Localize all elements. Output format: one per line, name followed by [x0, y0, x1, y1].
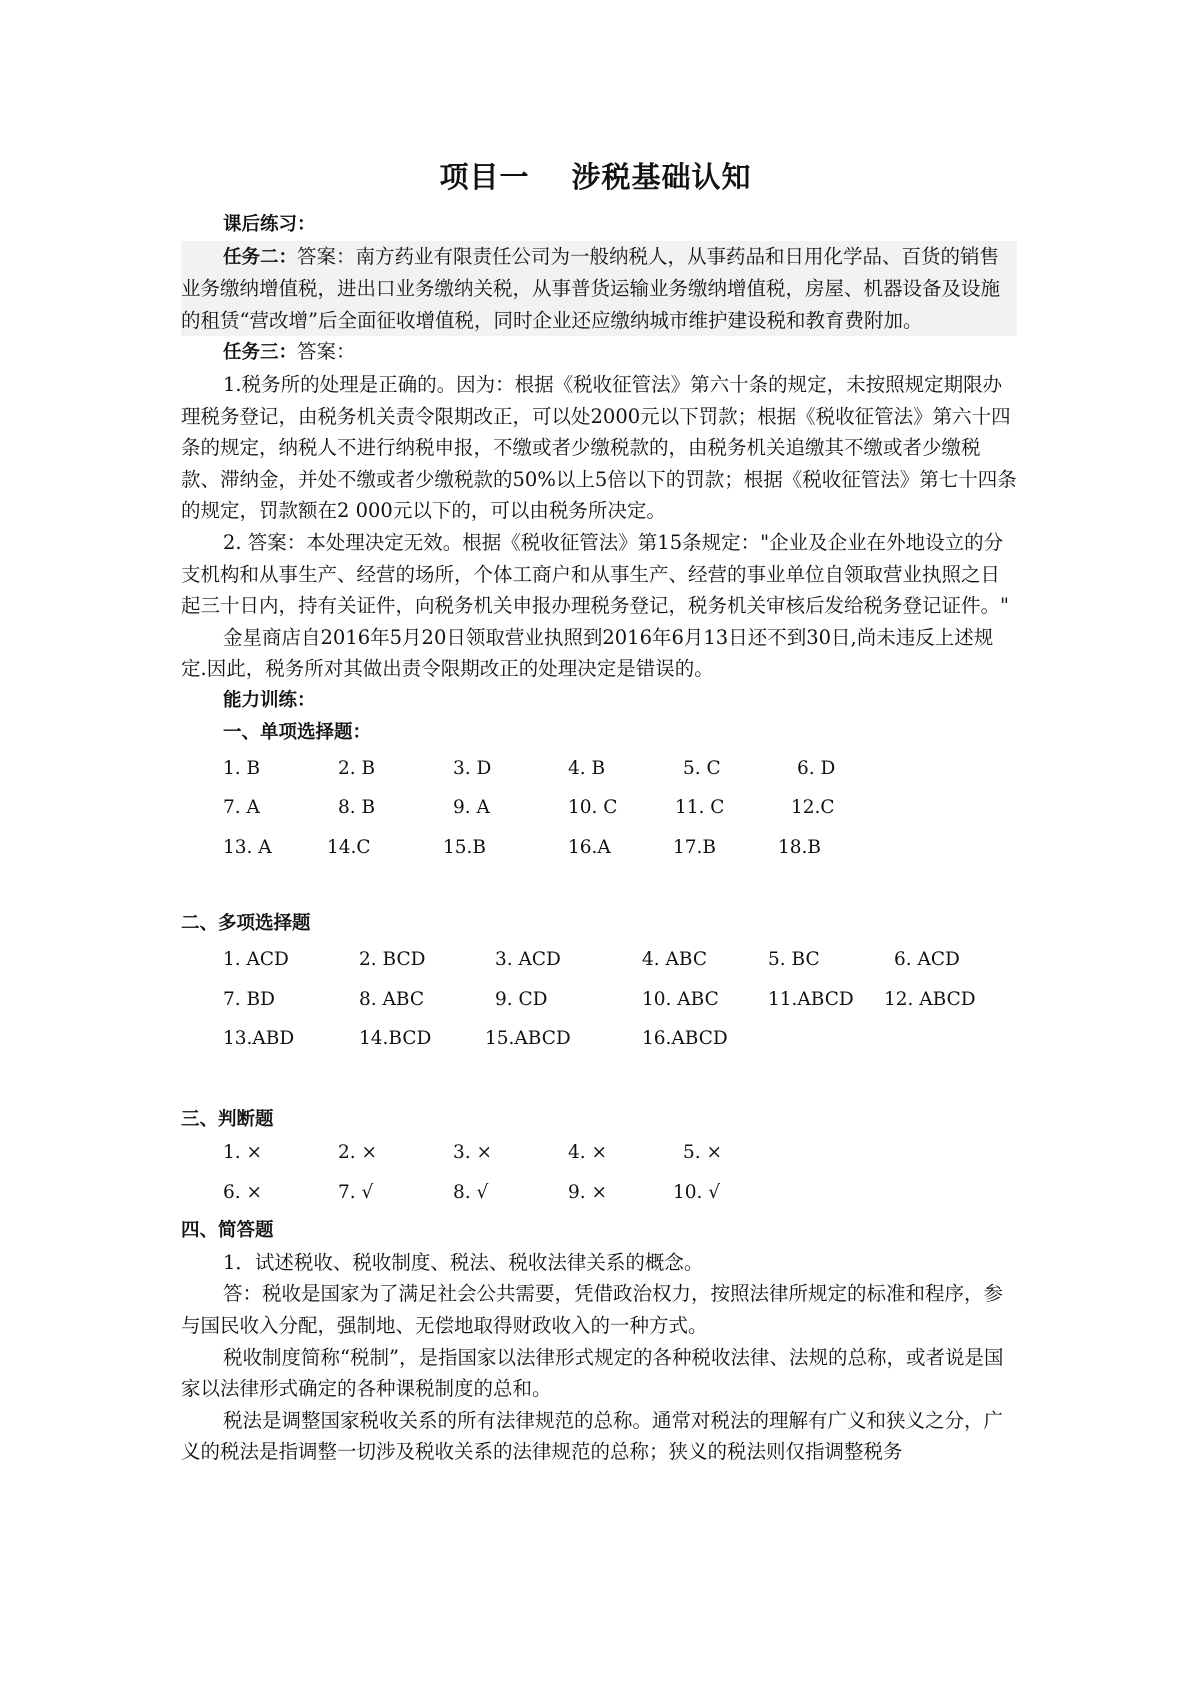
task3-answer-1: 1.税务所的处理是正确的。因为：根据《税收征管法》第六十条的规定，未按照规定期限办理税务登记，由税务机关责令限期改正，可以处2000元以下罚款；根据《税收征管法》第六十四条的规定，纳税人不进行纳税申报，不缴或者少缴税款的，由税务机关追缴其不缴或者少缴税款、滞纳金，并处不缴或者少缴税款的50%以上5倍以下的罚款；根据《税收征管法》第七十四条的规定，罚款额在2 000元以下的，可以由税务所决定。	[181, 372, 1017, 523]
task3-label: 任务三：	[223, 342, 298, 364]
answer-item: 3. ×	[453, 1142, 493, 1164]
answer-item: 4. B	[568, 758, 606, 780]
answer-item: 5. BC	[768, 948, 820, 970]
short-answer-3: 税法是调整国家税收关系的所有法律规范的总称。通常对税法的理解有广义和狭义之分，广义的税法是指调整一切涉及税收关系的法律规范的总称；狭义的税法则仅指调整税务	[181, 1408, 1004, 1464]
single-choice-heading: 一、单项选择题：	[223, 721, 372, 743]
judgment-heading: 三、判断题	[181, 1108, 274, 1130]
answer-item: 6. ×	[223, 1182, 263, 1204]
single-choice-answers	[181, 748, 1017, 872]
task2-paragraph	[181, 241, 1017, 337]
document-body	[181, 209, 1017, 1468]
answer-item: 2. BCD	[359, 948, 426, 970]
answer-item: 6. D	[797, 758, 836, 780]
answer-item: 8. √	[453, 1182, 489, 1204]
answer-item: 9. A	[453, 797, 490, 819]
answer-item: 10. ABC	[642, 988, 719, 1010]
answer-item: 9. CD	[495, 988, 548, 1010]
answer-item: 6. ACD	[894, 948, 960, 970]
answer-item: 16.A	[568, 837, 611, 859]
answer-item: 2. ×	[338, 1142, 378, 1164]
answer-item: 15.ABCD	[485, 1027, 571, 1049]
answer-item: 12. ABCD	[884, 988, 976, 1010]
answer-item: 4. ABC	[642, 948, 707, 970]
answer-item: 13.ABD	[223, 1027, 295, 1049]
answer-item: 7. A	[223, 797, 260, 819]
homework-heading: 课后练习：	[223, 214, 316, 235]
answer-item: 5. ×	[683, 1142, 723, 1164]
answer-item: 4. ×	[568, 1142, 608, 1164]
task3-answer-3: 金星商店自2016年5月20日领取营业执照到2016年6月13日还不到30日,尚未违反上述规定.因此，税务所对其做出责令限期改正的处理决定是错误的。	[181, 625, 994, 681]
answer-item: 15.B	[443, 837, 487, 859]
title-topic: 涉税基础认知	[571, 160, 752, 194]
answer-item: 16.ABCD	[642, 1027, 728, 1049]
multiple-choice-heading: 二、多项选择题	[181, 913, 311, 935]
answer-item: 2. B	[338, 758, 376, 780]
answer-item: 14.C	[327, 837, 371, 859]
answer-item: 9. ×	[568, 1182, 608, 1204]
answer-item: 14.BCD	[359, 1027, 432, 1049]
training-heading: 能力训练：	[223, 689, 316, 711]
answer-item: 18.B	[778, 837, 822, 859]
task3-answer-2: 2. 答案：本处理决定无效。根据《税收征管法》第15条规定："企业及企业在外地设立的分支机构和从事生产、经营的场所，个体工商户和从事生产、经营的事业单位自领取营业执照之日起三十日内，持有关证件，向税务机关申报办理税务登记，税务机关审核后发给税务登记证件。"	[181, 530, 1009, 618]
answer-item: 1. ×	[223, 1142, 263, 1164]
page-title	[0, 155, 1191, 196]
answer-item: 13. A	[223, 837, 272, 859]
task2-text: 答案：南方药业有限责任公司为一般纳税人，从事药品和日用化学品、百货的销售业务缴纳增值税，进出口业务缴纳关税，从事普货运输业务缴纳增值税，房屋、机器设备及设施的租赁“营改增”后全面征收增值税，同时企业还应缴纳城市维护建设税和教育费附加。	[181, 244, 1001, 332]
answer-item: 11. C	[675, 797, 725, 819]
answer-item: 10. C	[568, 797, 618, 819]
answer-item: 7. √	[338, 1182, 374, 1204]
answer-item: 5. C	[683, 758, 721, 780]
multiple-choice-answers	[181, 940, 1017, 1058]
task2-label: 任务二：	[223, 246, 298, 268]
judgment-answers	[181, 1135, 1017, 1215]
answer-item: 8. ABC	[359, 988, 424, 1010]
short-question-1: 1．试述税收、税收制度、税法、税收法律关系的概念。	[223, 1250, 704, 1274]
answer-item: 11.ABCD	[768, 988, 854, 1010]
answer-item: 12.C	[791, 797, 835, 819]
task3-text: 答案：	[297, 340, 356, 364]
answer-item: 1. ACD	[223, 948, 289, 970]
answer-item: 3. D	[453, 758, 492, 780]
task3-heading	[181, 336, 1017, 369]
answer-item: 8. B	[338, 797, 376, 819]
answer-item: 3. ACD	[495, 948, 561, 970]
answer-item: 17.B	[673, 837, 717, 859]
answer-item: 1. B	[223, 758, 261, 780]
short-answer-1: 答：税收是国家为了满足社会公共需要，凭借政治权力，按照法律所规定的标准和程序，参与国民收入分配，强制地、无偿地取得财政收入的一种方式。	[181, 1282, 1004, 1338]
title-project: 项目一	[439, 160, 530, 194]
answer-item: 7. BD	[223, 988, 275, 1010]
short-answer-heading: 四、简答题	[181, 1220, 274, 1242]
short-answer-2: 税收制度简称“税制”，是指国家以法律形式规定的各种税收法律、法规的总称，或者说是国家以法律形式确定的各种课税制度的总和。	[181, 1345, 1004, 1401]
answer-item: 10. √	[673, 1182, 721, 1204]
